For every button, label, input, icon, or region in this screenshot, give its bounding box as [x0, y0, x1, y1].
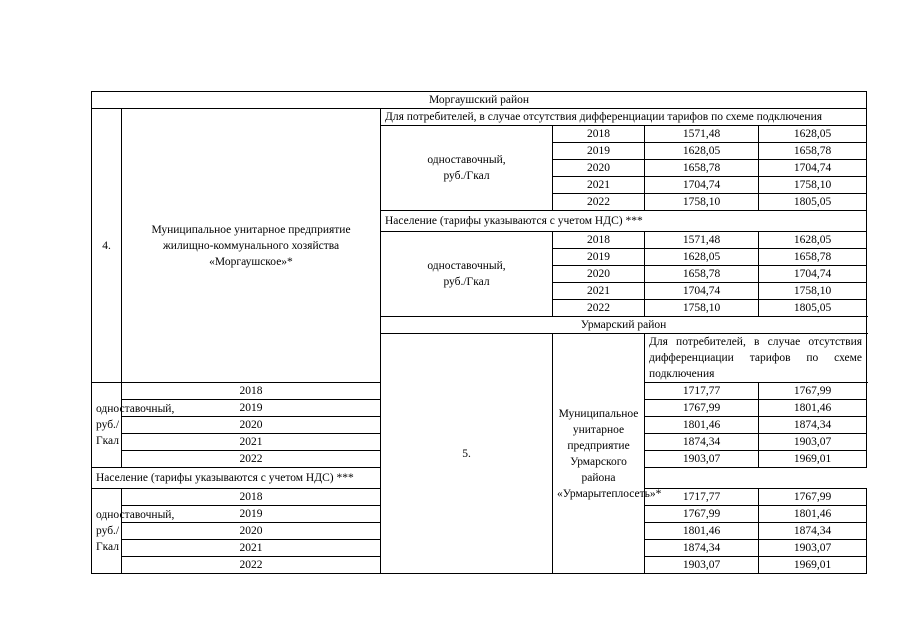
district-name: Моргаушский район: [92, 92, 867, 109]
year-cell: 2020: [122, 417, 381, 434]
org-line: жилищно-коммунального хозяйства: [162, 239, 340, 252]
tariff-h2-cell: 1767,99: [759, 383, 867, 400]
rate-type: [92, 383, 175, 468]
rate-type-unit: руб./Гкал: [443, 170, 490, 182]
tariff-h2-cell: 1969,01: [759, 557, 867, 574]
tariff-h1-cell: 1628,05: [645, 249, 759, 266]
year-cell: 2018: [122, 383, 381, 400]
org-line: «Урмарытеплосеть»*: [557, 487, 662, 500]
tariff-h1-cell: 1903,07: [645, 451, 759, 468]
tariff-h2-cell: 1801,46: [759, 400, 867, 417]
tariff-h2-cell: 1658,78: [759, 143, 867, 160]
tariff-h1-cell: 1758,10: [645, 194, 759, 211]
year-cell: 2021: [553, 177, 645, 194]
tariff-h2-cell: 1969,01: [759, 451, 867, 468]
tariff-h2-cell: 1874,34: [759, 523, 867, 540]
tariff-h1-cell: 1658,78: [645, 266, 759, 283]
group-heading: Для потребителей, в случае отсутствия дифференциации тарифов по схеме подключения: [381, 109, 867, 126]
year-cell: 2022: [553, 300, 645, 317]
year-cell: 2021: [553, 283, 645, 300]
tariff-h1-cell: 1658,78: [645, 160, 759, 177]
tariff-h2-cell: 1704,74: [759, 266, 867, 283]
year-cell: 2018: [122, 489, 381, 506]
tariff-h1-cell: 1767,99: [645, 506, 759, 523]
org-line: «Моргаушское»*: [209, 255, 293, 268]
group-heading: Население (тарифы указываются с учетом НДС) ***: [92, 468, 645, 489]
year-cell: 2019: [553, 249, 645, 266]
tariff-h1-cell: 1717,77: [645, 383, 759, 400]
district-name: Урмарский район: [381, 317, 867, 334]
rate-type-unit: руб./Гкал: [443, 276, 490, 288]
rate-type-line: одноставочный,: [427, 260, 506, 272]
year-cell: 2018: [553, 232, 645, 249]
district-row: [92, 92, 867, 109]
tariff-h1-cell: 1571,48: [645, 126, 759, 143]
rate-type-unit: руб./Гкал: [96, 525, 120, 553]
tariff-h2-cell: 1704,74: [759, 160, 867, 177]
tariff-h1-cell: 1628,05: [645, 143, 759, 160]
tariff-h2-cell: 1801,46: [759, 506, 867, 523]
tariff-h1-cell: 1874,34: [645, 434, 759, 451]
org-line: Муниципальное унитарное предприятие: [151, 223, 351, 236]
year-cell: 2022: [122, 451, 381, 468]
tariff-h2-cell: 1903,07: [759, 434, 867, 451]
org-line: Урмарского района: [570, 455, 627, 484]
tariff-h1-cell: 1801,46: [645, 417, 759, 434]
tariff-h1-cell: 1903,07: [645, 557, 759, 574]
tariff-h2-cell: 1758,10: [759, 177, 867, 194]
tariff-h1-cell: 1704,74: [645, 283, 759, 300]
tariff-h1-cell: 1717,77: [645, 489, 759, 506]
group-heading-row: [92, 468, 867, 489]
rate-type: [92, 489, 175, 574]
year-cell: 2020: [553, 266, 645, 283]
tariff-h1-cell: 1704,74: [645, 177, 759, 194]
tariff-h1-cell: 1801,46: [645, 523, 759, 540]
year-cell: 2018: [553, 126, 645, 143]
group-heading: Для потребителей, в случае отсутствия дифференциации тарифов по схеме подключения: [645, 334, 867, 383]
tariff-h1-cell: 1767,99: [645, 400, 759, 417]
tariff-h1-cell: 1758,10: [645, 300, 759, 317]
year-cell: 2019: [122, 400, 381, 417]
year-cell: 2019: [553, 143, 645, 160]
rate-type-line: одноставочный,: [96, 509, 175, 521]
group-heading: Население (тарифы указываются с учетом НДС) ***: [381, 211, 867, 232]
tariff-h2-cell: 1758,10: [759, 283, 867, 300]
year-cell: 2020: [553, 160, 645, 177]
year-cell: 2021: [122, 540, 381, 557]
tariff-h2-cell: 1767,99: [759, 489, 867, 506]
entry-number: 5.: [381, 334, 553, 574]
tariff-h2-cell: 1805,05: [759, 194, 867, 211]
tariff-h1-cell: 1571,48: [645, 232, 759, 249]
year-cell: 2022: [553, 194, 645, 211]
tariff-h2-cell: 1628,05: [759, 126, 867, 143]
org-line: Муниципальное унитарное предприятие: [558, 407, 639, 452]
rate-type-line: одноставочный,: [96, 403, 175, 415]
entry-number: 4.: [92, 109, 122, 383]
tariff-h2-cell: 1658,78: [759, 249, 867, 266]
organization-name: [553, 334, 662, 574]
year-cell: 2020: [122, 523, 381, 540]
tariff-h2-cell: 1903,07: [759, 540, 867, 557]
rate-type-unit: руб./Гкал: [96, 419, 120, 447]
year-cell: 2022: [122, 557, 381, 574]
group-heading-row: [92, 109, 867, 126]
organization-name: [122, 109, 381, 383]
tariff-h2-cell: 1874,34: [759, 417, 867, 434]
year-cell: 2021: [122, 434, 381, 451]
rate-type-line: одноставочный,: [427, 154, 506, 166]
rate-type: [381, 232, 553, 317]
tariff-table: [91, 91, 867, 574]
tariff-h2-cell: 1628,05: [759, 232, 867, 249]
tariff-h1-cell: 1874,34: [645, 540, 759, 557]
year-cell: 2019: [122, 506, 381, 523]
rate-type: [381, 126, 553, 211]
tariff-h2-cell: 1805,05: [759, 300, 867, 317]
